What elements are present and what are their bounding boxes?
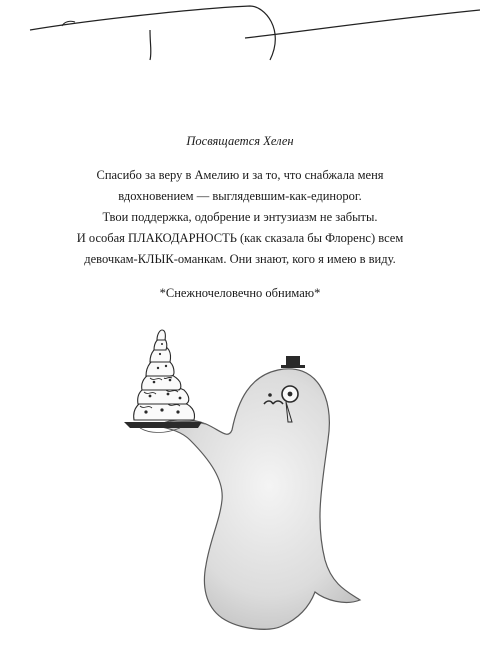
acknowledgement-line: Твои поддержка, одобрение и энтузиазм не забыты.: [102, 210, 378, 224]
acknowledgement-line: девочкам-КЛЫК-оманкам. Они знают, кого я имею в виду.: [84, 252, 396, 266]
top-decorative-line-art: [0, 0, 480, 100]
acknowledgement-line: вдохновением — выглядевшим-как-единорог.: [118, 189, 362, 203]
ghost-butler-with-cake-icon: [110, 300, 390, 640]
acknowledgement-line: Спасибо за веру в Амелию и за то, что снабжала меня: [96, 168, 384, 182]
top-hat: [286, 356, 300, 366]
serving-tray: [124, 422, 202, 428]
acknowledgement-text: [40, 165, 440, 270]
dedication-line: Посвящается Хелен: [186, 134, 294, 148]
acknowledgement-line: И особая ПЛАКОДАРНОСТЬ (как сказала бы Флоренс) всем: [76, 231, 404, 245]
cake-tower: [134, 330, 195, 420]
signoff-line: *Снежночеловечно обнимаю*: [159, 286, 321, 300]
